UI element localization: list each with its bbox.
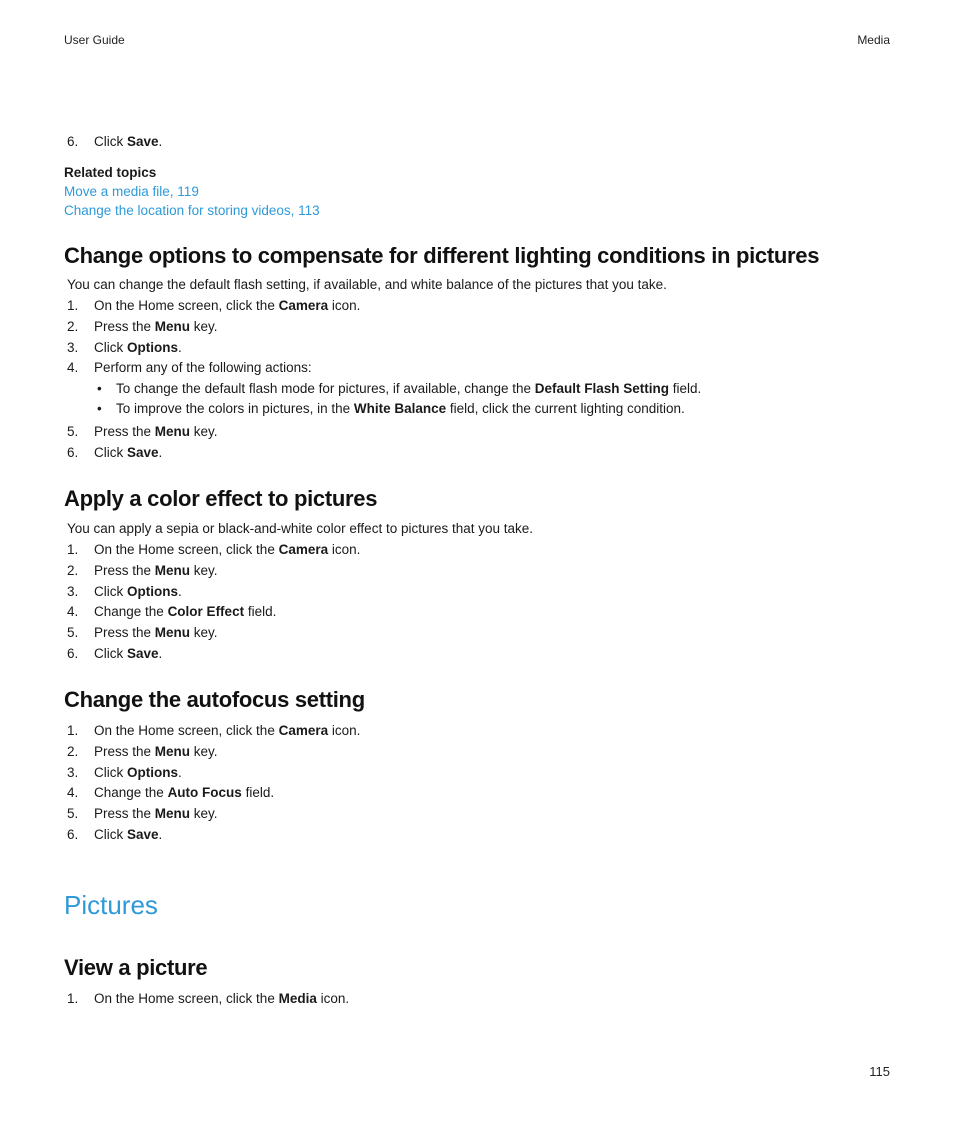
ui-element-name: Save [127, 444, 159, 460]
list-step [64, 644, 890, 665]
steps-lighting-options [64, 296, 890, 379]
bullets-lighting-options [64, 379, 890, 419]
ui-element-name: Camera [278, 723, 329, 738]
step-text [94, 721, 360, 742]
ui-element-name: White Balance [353, 401, 447, 416]
ui-element-name: Save [127, 134, 159, 149]
intro-color-effect: You can apply a sepia or black-and-white color effect to pictures that you take. [67, 521, 534, 536]
step-text-suffix: key. [190, 562, 218, 578]
step-text-plain: Click [94, 134, 127, 149]
step-number: 5. [67, 424, 79, 439]
step-text [94, 317, 218, 338]
header-document-title: User Guide [64, 33, 125, 47]
list-step [64, 989, 890, 1010]
heading-view-picture: View a picture [64, 955, 208, 980]
list-step [64, 602, 890, 623]
list-step [64, 358, 890, 379]
list-step [64, 804, 890, 825]
list-step [64, 317, 890, 338]
step-text [94, 296, 360, 317]
step-text [94, 561, 218, 582]
step-text-plain: Press the [94, 743, 155, 759]
steps-after-lighting-options [64, 422, 890, 464]
related-link-change-video-location[interactable]: Change the location for storing videos, 113 [64, 203, 320, 218]
step-text-suffix: icon. [316, 991, 350, 1006]
list-step [64, 132, 890, 153]
step-text [94, 338, 182, 359]
related-topics [64, 163, 890, 220]
step-number: 1. [67, 298, 79, 313]
step-text-suffix: icon. [328, 298, 361, 313]
step-text [116, 399, 685, 419]
step-text [94, 989, 349, 1010]
step-number: 2. [67, 562, 79, 578]
list-bullet [64, 379, 890, 399]
step-text-plain: Press the [94, 562, 155, 578]
step-number: 2. [67, 318, 79, 334]
list-step [64, 623, 890, 644]
ui-element-name: Camera [278, 542, 329, 557]
step-text-plain: Click [94, 826, 127, 842]
list-step [64, 582, 890, 603]
step-text [94, 132, 162, 153]
ui-element-name: Menu [154, 743, 191, 759]
step-text [94, 644, 162, 665]
step-text [94, 763, 182, 784]
list-step [64, 742, 890, 763]
step-number: 6. [67, 645, 79, 661]
list-step [64, 561, 890, 582]
ui-element-name: Menu [154, 424, 191, 439]
header-section-name: Media [857, 33, 890, 47]
step-number: 5. [67, 806, 79, 822]
step-text-suffix: field, click the current lighting condition. [446, 401, 685, 416]
list-step [64, 721, 890, 742]
step-number: 1. [67, 542, 79, 557]
ui-element-name: Media [278, 991, 317, 1006]
ui-element-name: Default Flash Setting [534, 381, 670, 396]
step-text [94, 623, 218, 644]
ui-element-name: Menu [154, 806, 191, 822]
related-link-move-media-file[interactable]: Move a media file, 119 [64, 184, 199, 199]
step-text-plain: Press the [94, 806, 155, 822]
step-text-suffix: key. [190, 318, 218, 334]
list-step [64, 825, 890, 846]
step-text-plain: On the Home screen, click the [94, 542, 279, 557]
steps-autofocus [64, 721, 890, 846]
step-text-plain: Press the [94, 318, 155, 334]
heading-lighting-options: Change options to compensate for different lighting conditions in pictures [64, 243, 820, 268]
ui-element-name: Auto Focus [167, 785, 242, 801]
step-text-plain: On the Home screen, click the [94, 298, 279, 313]
list-step [64, 338, 890, 359]
step-text [94, 742, 218, 763]
step-text [94, 825, 162, 846]
step-number: 6. [67, 444, 79, 460]
heading-color-effect: Apply a color effect to pictures [64, 486, 378, 511]
step-text [94, 804, 218, 825]
step-text-plain: Press the [94, 625, 155, 641]
ui-element-name: Options [127, 583, 178, 599]
step-text [116, 379, 701, 399]
ui-element-name: Save [127, 645, 159, 661]
steps-view-picture [64, 989, 890, 1010]
step-text-suffix: field. [244, 604, 277, 620]
steps-color-effect [64, 540, 890, 665]
step-number: 4. [67, 360, 79, 376]
ui-element-name: Color Effect [167, 604, 245, 620]
ui-element-name: Options [127, 764, 178, 780]
step-text [94, 358, 312, 379]
ui-element-name: Camera [278, 298, 329, 313]
step-text-suffix: . [178, 339, 182, 355]
step-text-suffix: key. [190, 743, 218, 759]
ui-element-name: Options [127, 339, 178, 355]
step-number: 1. [67, 991, 79, 1006]
step-text [94, 602, 276, 623]
step-number: 4. [67, 785, 79, 801]
chapter-title-pictures: Pictures [64, 890, 158, 920]
step-text-plain: On the Home screen, click the [94, 723, 279, 738]
step-text [94, 422, 218, 443]
step-number: 6. [67, 134, 79, 149]
step-text-suffix: key. [190, 806, 218, 822]
step-text-suffix: key. [190, 424, 218, 439]
step-text-suffix: . [158, 134, 163, 149]
step-text-suffix: . [158, 444, 163, 460]
step-text [94, 443, 162, 464]
step-number: 3. [67, 339, 79, 355]
step-text-plain: Click [94, 583, 127, 599]
list-step [64, 296, 890, 317]
step-text-suffix: icon. [328, 542, 361, 557]
step-text-suffix: . [178, 764, 182, 780]
list-step [64, 540, 890, 561]
step-text-plain: Click [94, 339, 127, 355]
step-text-suffix: . [158, 645, 163, 661]
step-text-plain: Change the [94, 785, 168, 801]
step-text-plain: Perform any of the following actions: [94, 360, 312, 376]
step-text [94, 783, 274, 804]
step-text-suffix: . [178, 583, 182, 599]
list-step [64, 443, 890, 464]
bullet-dot-icon: • [97, 401, 102, 416]
list-step [64, 763, 890, 784]
step-text-plain: Press the [94, 424, 155, 439]
step-text-suffix: icon. [328, 723, 361, 738]
ui-element-name: Save [127, 826, 159, 842]
step-number: 1. [67, 723, 79, 738]
step-text [94, 540, 360, 561]
intro-lighting-options: You can change the default flash setting, if available, and white balance of the pictures that you take. [67, 277, 667, 292]
step-text-plain: Click [94, 764, 127, 780]
list-bullet [64, 399, 890, 419]
step-text-suffix: . [158, 826, 163, 842]
related-topics-title: Related topics [64, 165, 157, 180]
ui-element-name: Menu [154, 625, 191, 641]
heading-autofocus: Change the autofocus setting [64, 687, 365, 712]
step-text-suffix: field. [669, 381, 702, 396]
step-number: 4. [67, 604, 79, 620]
list-step [64, 783, 890, 804]
step-number: 6. [67, 826, 79, 842]
step-number: 3. [67, 583, 79, 599]
step-text-plain: On the Home screen, click the [94, 991, 279, 1006]
step-number: 5. [67, 625, 79, 641]
ui-element-name: Menu [154, 562, 191, 578]
page-number: 115 [869, 1064, 890, 1079]
step-text-suffix: field. [241, 785, 275, 801]
list-step [64, 422, 890, 443]
step-number: 3. [67, 764, 79, 780]
step-text-plain: Click [94, 444, 127, 460]
bullet-dot-icon: • [97, 381, 102, 396]
step-number: 2. [67, 743, 79, 759]
step-text-suffix: key. [190, 625, 218, 641]
step-text [94, 582, 182, 603]
step-text-plain: To improve the colors in pictures, in the [116, 401, 354, 416]
step-text-plain: Click [94, 645, 127, 661]
ui-element-name: Menu [154, 318, 191, 334]
step-text-plain: Change the [94, 604, 168, 620]
step-text-plain: To change the default flash mode for pictures, if available, change the [116, 381, 535, 396]
top-steps-list [64, 132, 890, 153]
